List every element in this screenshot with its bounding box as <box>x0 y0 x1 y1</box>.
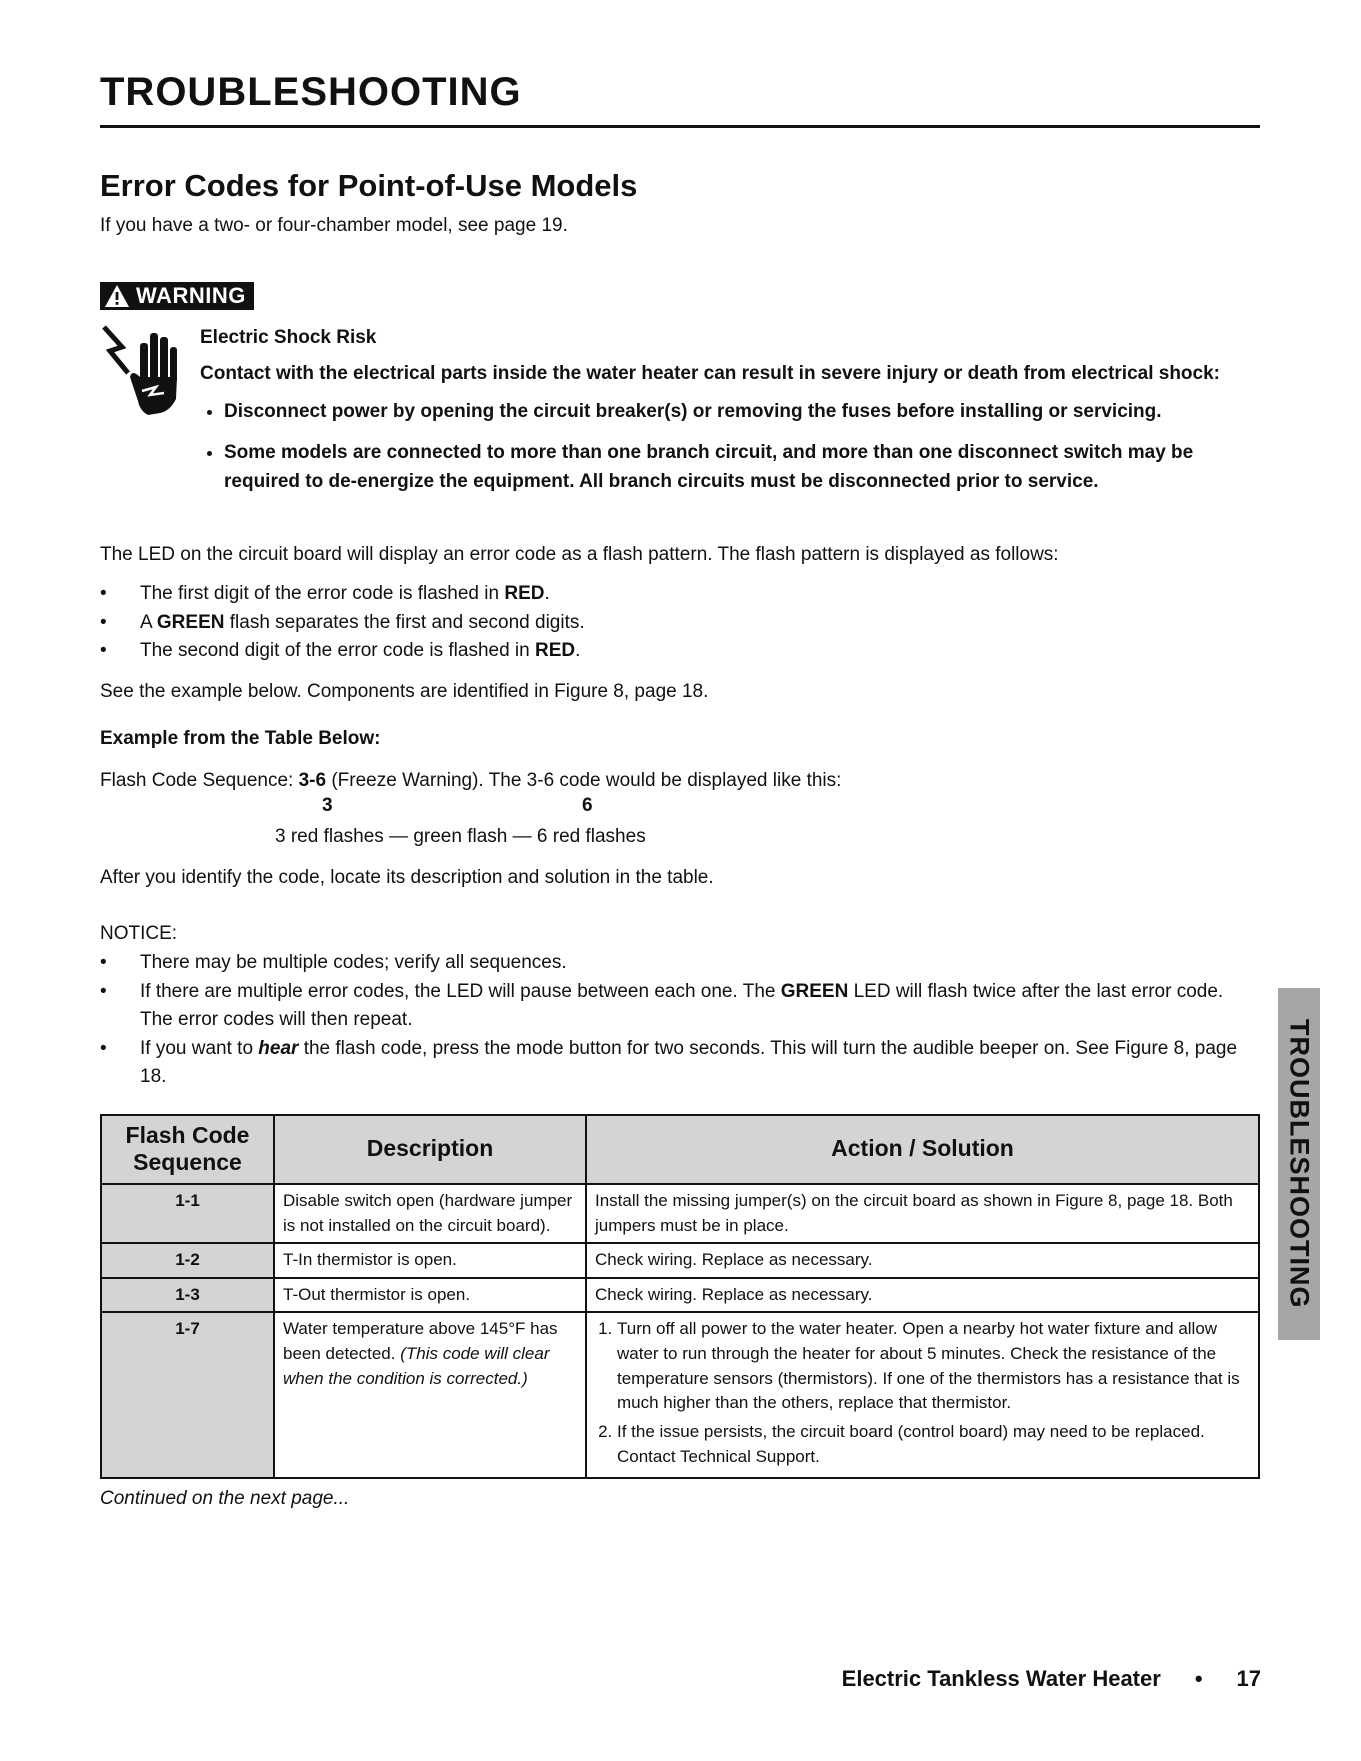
warning-lead: Contact with the electrical parts inside the water heater can result in severe injury or death from electrical shock: <box>200 362 1220 384</box>
error-code-table <box>100 1114 1260 1480</box>
flash-pattern-section <box>100 541 1260 1092</box>
warning-badge <box>100 282 254 310</box>
page-title: TROUBLESHOOTING <box>100 70 1260 128</box>
action-step: 2. If the issue persists, the circuit board (control board) may need to be replaced. Contact Technical Support. <box>617 1420 1250 1469</box>
led-intro: The LED on the circuit board will display an error code as a flash pattern. The flash pattern is displayed as follows: <box>100 543 1059 565</box>
warning-item: • Disconnect power by opening the circuit breaker(s) or removing the fuses before installing or servicing. <box>224 397 1260 426</box>
example-digits <box>100 795 1260 823</box>
action-cell: Check wiring. Replace as necessary. <box>586 1278 1259 1313</box>
example-heading: Example from the Table Below: <box>100 728 381 750</box>
flash-code-cell: 1-3 <box>101 1278 274 1313</box>
continued-note: Continued on the next page... <box>100 1488 350 1510</box>
action-step: 1. Turn off all power to the water heater. Open a nearby hot water fixture and allow water to run through the heater for about 5 minutes. Check the resistance of the temperature sensors (thermistors). If one of the thermistors has a resistance that is much higher than the others, replace that thermistor. <box>617 1317 1250 1416</box>
section-side-tab <box>1278 988 1320 1340</box>
see-example-text: See the example below. Components are identified in Figure 8, page 18. <box>100 680 709 702</box>
notice-label: NOTICE: <box>100 922 178 944</box>
footer-product: Electric Tankless Water Heater <box>841 1666 1161 1691</box>
warning-item: • Some models are connected to more than one branch circuit, and more than one disconnect switch may be required to de-energize the equipment. All branch circuits must be disconnected prior to service. <box>224 438 1260 497</box>
side-tab-label: TROUBLESHOOTING <box>1284 1019 1315 1309</box>
column-header: Flash Code Sequence <box>101 1115 274 1184</box>
description-cell: T-In thermistor is open. <box>274 1243 586 1278</box>
flash-rules-list <box>100 580 1260 666</box>
after-identify-text: After you identify the code, locate its description and solution in the table. <box>100 867 714 889</box>
example-digit-first: 3 <box>322 794 333 816</box>
warning-triangle-icon <box>104 284 130 308</box>
table-row <box>101 1243 1259 1278</box>
footer-separator: • <box>1194 1666 1203 1691</box>
warning-text <box>200 321 1260 509</box>
page-footer <box>842 1666 1261 1692</box>
action-cell <box>586 1312 1259 1478</box>
example-digit-second: 6 <box>582 794 593 816</box>
flash-code-cell: 1-1 <box>101 1184 274 1243</box>
table-row <box>101 1312 1259 1478</box>
warning-badge-label: WARNING <box>136 282 246 308</box>
list-item: • There may be multiple codes; verify all sequences. <box>100 949 1260 978</box>
list-item: • If you want to hear the flash code, press the mode button for two seconds. This will turn the audible beeper on. See Figure 8, page 18. <box>100 1035 1260 1092</box>
notice-list <box>100 949 1260 1092</box>
flash-code-cell: 1-7 <box>101 1312 274 1478</box>
flash-code-cell: 1-2 <box>101 1243 274 1278</box>
action-steps <box>595 1317 1250 1469</box>
list-item: • The second digit of the error code is flashed in RED. <box>100 637 1260 666</box>
list-item: • If there are multiple error codes, the LED will pause between each one. The GREEN LED will flash twice after the last error code. The error codes will then repeat. <box>100 978 1260 1035</box>
warning-list <box>200 397 1260 497</box>
section-intro: If you have a two- or four-chamber model, see page 19. <box>100 215 568 236</box>
column-header: Description <box>274 1115 586 1184</box>
electric-shock-hand-icon <box>100 321 190 421</box>
list-item: • The first digit of the error code is flashed in RED. <box>100 580 1260 609</box>
page-content <box>100 70 1260 1513</box>
description-cell: Water temperature above 145°F has been detected. (This code will clear when the condition is corrected.) <box>274 1312 586 1478</box>
example-caption: 3 red flashes — green flash — 6 red flashes <box>275 825 646 847</box>
example-line: Flash Code Sequence: 3-6 (Freeze Warning). The 3-6 code would be displayed like this: <box>100 770 842 791</box>
column-header: Action / Solution <box>586 1115 1259 1184</box>
page-number: 17 <box>1236 1666 1261 1691</box>
action-cell: Install the missing jumper(s) on the circuit board as shown in Figure 8, page 18. Both jumpers must be in place. <box>586 1184 1259 1243</box>
description-cell: T-Out thermistor is open. <box>274 1278 586 1313</box>
warning-block <box>100 321 1260 509</box>
action-cell: Check wiring. Replace as necessary. <box>586 1243 1259 1278</box>
section-title: Error Codes for Point-of-Use Models <box>100 168 638 203</box>
list-item: • A GREEN flash separates the first and second digits. <box>100 609 1260 638</box>
table-row <box>101 1278 1259 1313</box>
table-row <box>101 1184 1259 1243</box>
table-header-row <box>101 1115 1259 1184</box>
description-cell: Disable switch open (hardware jumper is not installed on the circuit board). <box>274 1184 586 1243</box>
warning-title: Electric Shock Risk <box>200 326 377 348</box>
